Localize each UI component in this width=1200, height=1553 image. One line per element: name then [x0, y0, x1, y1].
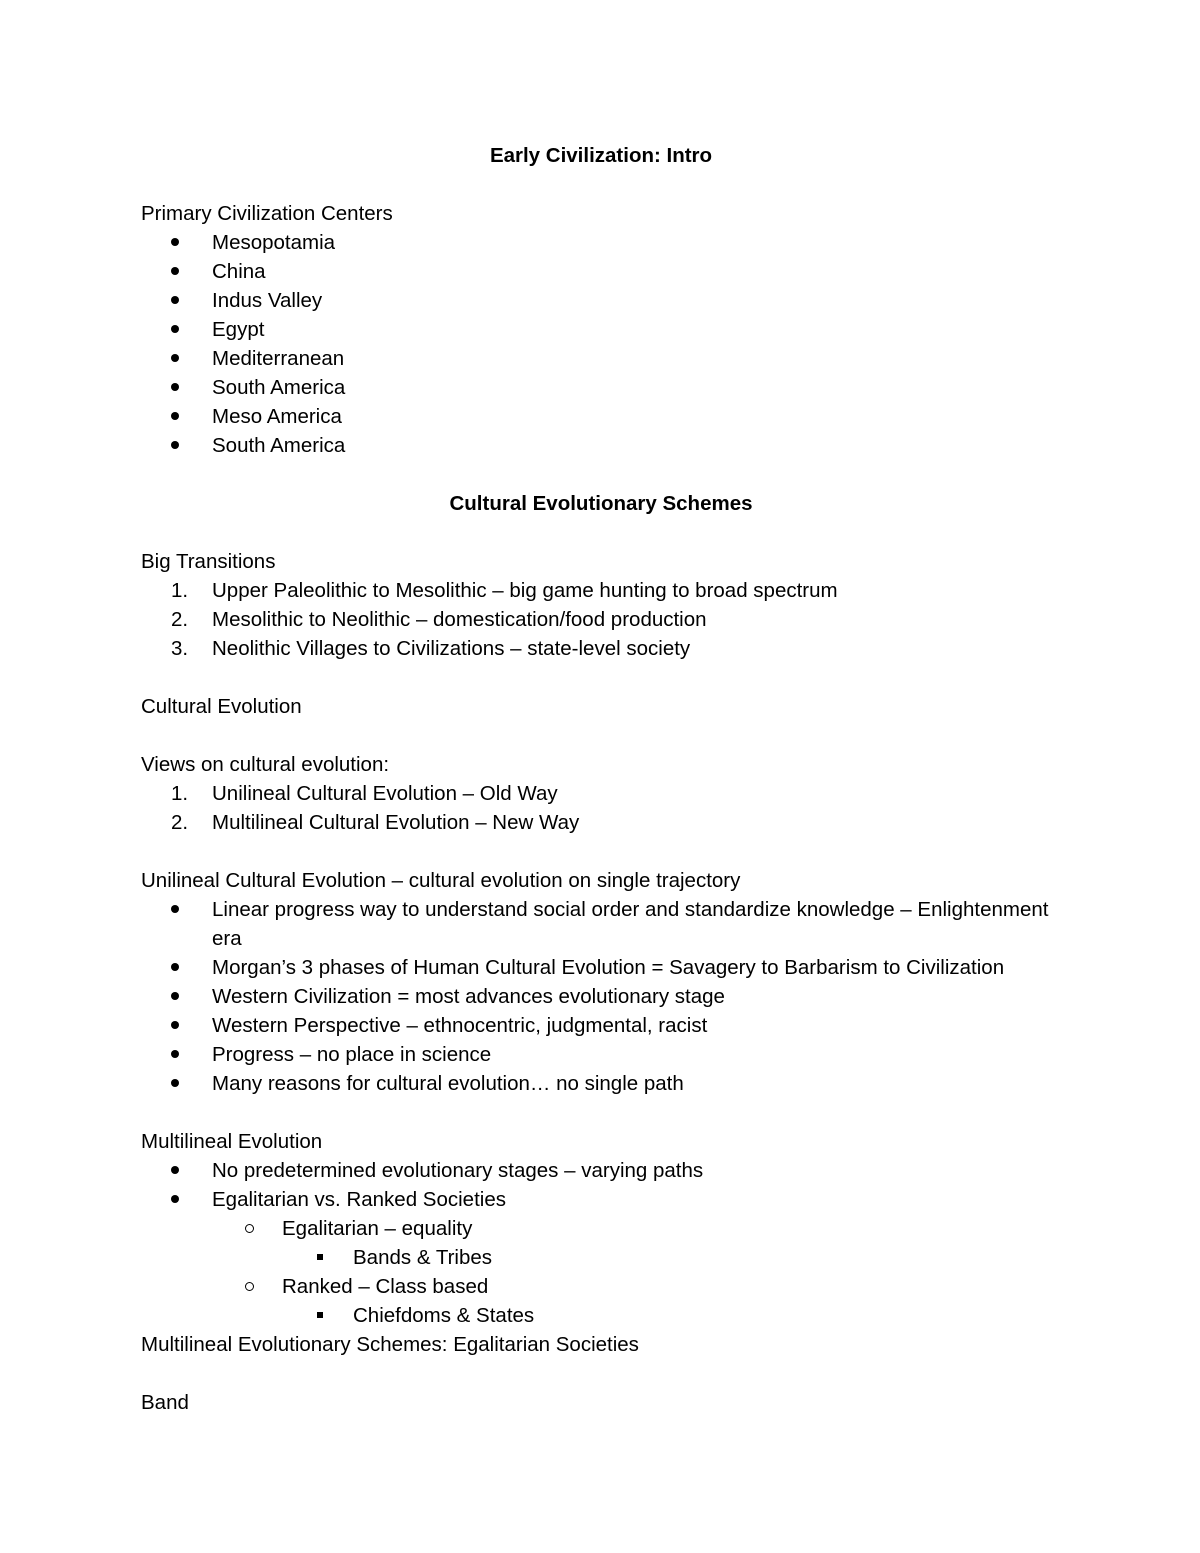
list-item: 2. Multilineal Cultural Evolution – New Way	[171, 811, 580, 834]
list-item: 1. Upper Paleolithic to Mesolithic – big game hunting to broad spectrum	[171, 579, 838, 602]
bullet-icon	[171, 992, 179, 1000]
unilineal-list	[141, 895, 1061, 1098]
page-title: Early Civilization: Intro	[489, 144, 713, 167]
multilineal-list	[141, 1156, 1061, 1330]
bullet-icon	[171, 963, 179, 971]
list-item: South America	[141, 431, 1061, 460]
views-heading: Views on cultural evolution:	[141, 753, 390, 776]
band-heading: Band	[141, 1391, 189, 1414]
list-item: Chiefdoms & States	[141, 1301, 1061, 1330]
list-item: Egalitarian – equality	[141, 1214, 1061, 1243]
schemes-heading: Multilineal Evolutionary Schemes: Egalitarian Societies	[141, 1333, 639, 1356]
circle-bullet-icon	[245, 1282, 254, 1291]
list-item: No predetermined evolutionary stages – varying paths	[141, 1156, 1061, 1185]
list-item: Western Civilization = most advances evolutionary stage	[141, 982, 1061, 1011]
bullet-icon	[171, 412, 179, 420]
bullet-icon	[171, 1166, 179, 1174]
document-content	[141, 141, 1061, 1417]
bullet-icon	[171, 1050, 179, 1058]
bullet-icon	[171, 905, 179, 913]
bullet-icon	[171, 325, 179, 333]
list-item: 2. Mesolithic to Neolithic – domestication/food production	[171, 608, 707, 631]
list-item: Progress – no place in science	[141, 1040, 1061, 1069]
bullet-icon	[171, 1195, 179, 1203]
list-item: 3. Neolithic Villages to Civilizations – state-level society	[171, 637, 691, 660]
primary-centers-list	[141, 228, 1061, 460]
list-item: Morgan’s 3 phases of Human Cultural Evolution = Savagery to Barbarism to Civilization	[141, 953, 1061, 982]
bullet-icon	[171, 238, 179, 246]
bullet-icon	[171, 354, 179, 362]
list-item: Mediterranean	[141, 344, 1061, 373]
list-item: Meso America	[141, 402, 1061, 431]
bullet-icon	[171, 296, 179, 304]
square-bullet-icon	[317, 1254, 323, 1260]
list-item: South America	[141, 373, 1061, 402]
bullet-icon	[171, 441, 179, 449]
bullet-icon	[171, 1079, 179, 1087]
bullet-icon	[171, 267, 179, 275]
list-item: Egalitarian vs. Ranked Societies	[141, 1185, 1061, 1214]
unilineal-heading: Unilineal Cultural Evolution – cultural evolution on single trajectory	[141, 869, 741, 892]
list-item: 1. Unilineal Cultural Evolution – Old Way	[171, 782, 558, 805]
list-item: Bands & Tribes	[141, 1243, 1061, 1272]
views-list	[141, 779, 1061, 837]
circle-bullet-icon	[245, 1224, 254, 1233]
multilineal-heading: Multilineal Evolution	[141, 1130, 323, 1153]
list-item: Linear progress way to understand social order and standardize knowledge – Enlightenment era	[141, 895, 1061, 953]
bullet-icon	[171, 383, 179, 391]
list-item: Many reasons for cultural evolution… no single path	[141, 1069, 1061, 1098]
list-item: China	[141, 257, 1061, 286]
big-transitions-list	[141, 576, 1061, 663]
section-title: Cultural Evolutionary Schemes	[449, 492, 753, 515]
primary-centers-heading: Primary Civilization Centers	[141, 202, 393, 225]
list-item: Ranked – Class based	[141, 1272, 1061, 1301]
big-transitions-heading: Big Transitions	[141, 550, 276, 573]
bullet-icon	[171, 1021, 179, 1029]
list-item: Mesopotamia	[141, 228, 1061, 257]
square-bullet-icon	[317, 1312, 323, 1318]
list-item: Western Perspective – ethnocentric, judgmental, racist	[141, 1011, 1061, 1040]
list-item: Egypt	[141, 315, 1061, 344]
cultural-evolution-heading: Cultural Evolution	[141, 695, 302, 718]
list-item: Indus Valley	[141, 286, 1061, 315]
